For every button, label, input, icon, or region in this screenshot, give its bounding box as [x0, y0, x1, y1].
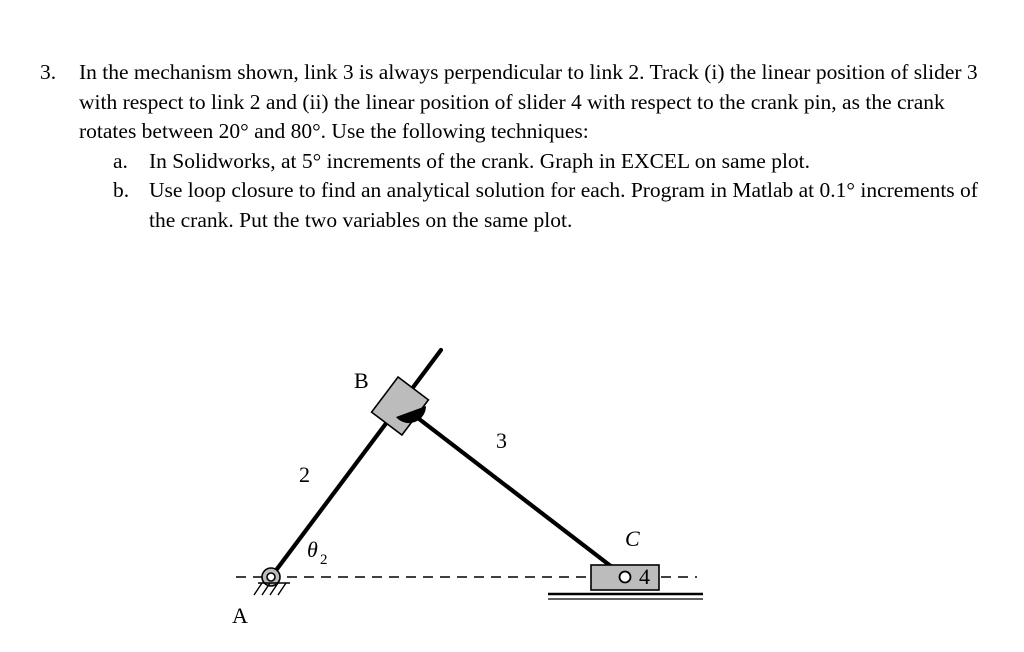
pivot-a-pin: [267, 573, 275, 581]
sub-question-b-letter: b.: [113, 178, 130, 202]
label-c: C: [625, 526, 640, 551]
label-b: B: [354, 368, 369, 393]
label-link-3: 3: [496, 428, 507, 453]
label-a: A: [232, 603, 248, 628]
pin-c: [620, 572, 631, 583]
label-theta-subscript: 2: [320, 552, 328, 568]
ground-pivot-a: [254, 568, 290, 595]
problem-statement: In the mechanism shown, link 3 is always perpendicular to link 2. Track (i) the linear position of slider 3 with respect to link 2 and (ii) the linear position of slider 4 with respect to the crank pin, as the crank rotates between 20° and 80°. Use the following techniques:: [79, 60, 978, 143]
problem-number: 3.: [40, 60, 57, 84]
label-slider-4: 4: [639, 564, 650, 589]
slider-3-block: [372, 377, 429, 435]
link-3: [410, 412, 625, 577]
pivot-a-hatch-4: [278, 583, 286, 595]
label-theta: θ: [307, 537, 318, 562]
sub-question-a-text: In Solidworks, at 5° increments of the crank. Graph in EXCEL on same plot.: [149, 148, 811, 173]
label-link-2: 2: [299, 462, 310, 487]
pivot-a-hatch-1: [254, 583, 262, 595]
sub-question-b-text: Use loop closure to find an analytical solution for each. Program in Matlab at 0.1° increments of the crank. Put the two variables on the same plot.: [149, 178, 978, 232]
sub-question-a-letter: a.: [113, 148, 128, 173]
